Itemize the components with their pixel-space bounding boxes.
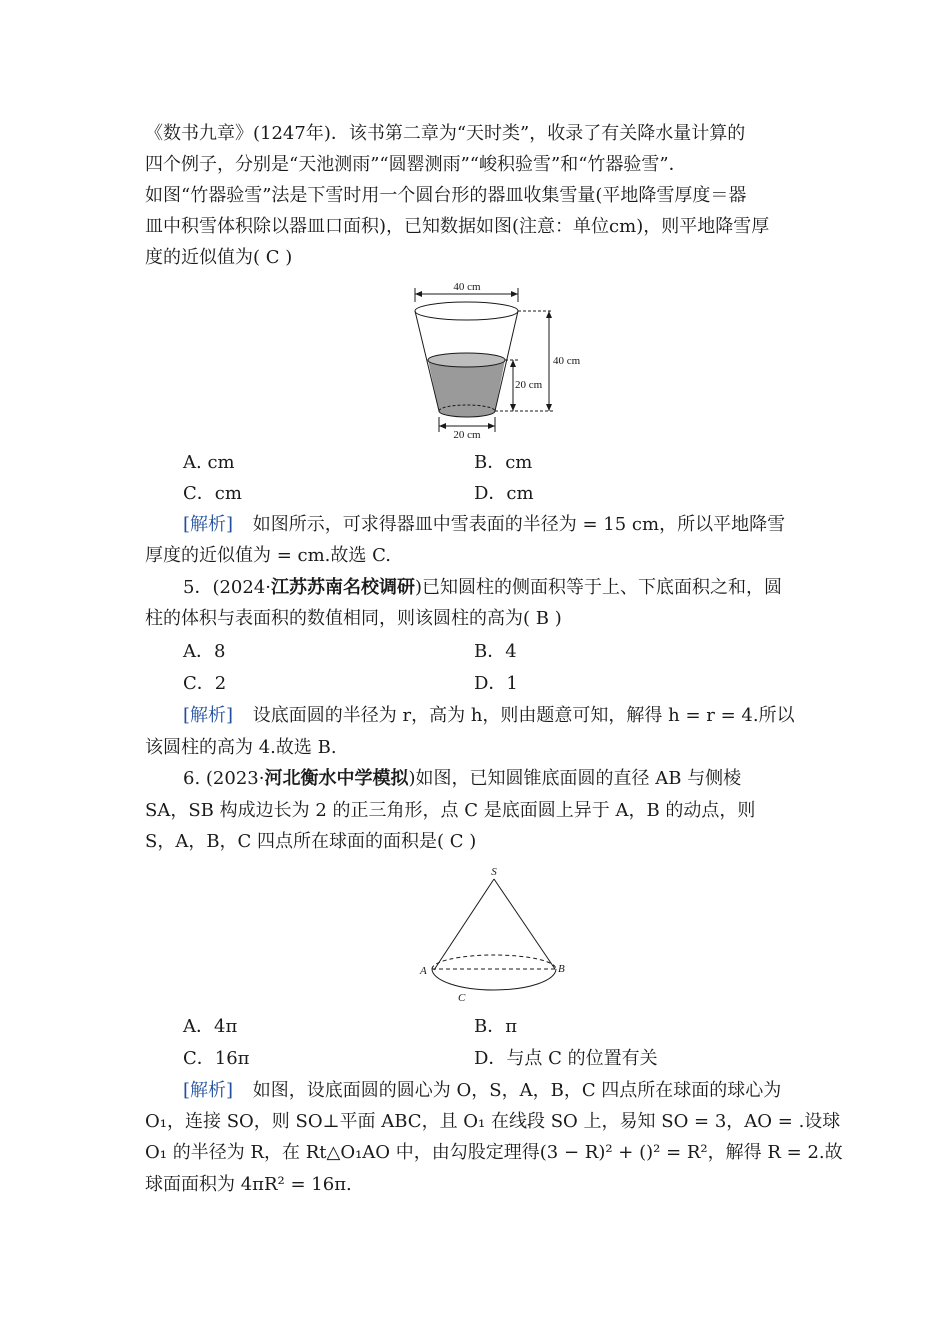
q5-analysis-text-1: 设底面圆的半径为 r，高为 h，则由题意可知，解得 h = r = 4.所以	[252, 705, 795, 726]
q6-analysis-text-1: 如图，设底面圆的圆心为 O，S，A，B，C 四点所在球面的球心为	[252, 1080, 782, 1101]
cone-figure	[412, 862, 582, 1010]
q4-option-c[interactable]: C．cm	[183, 483, 242, 504]
q4-stem-line-1: 《数书九章》(1247年)．该书第二章为“天时类”，收录了有关降水量计算的	[145, 123, 746, 144]
q6-stem-line-1	[183, 766, 848, 792]
q6-analysis-line-2: O₁，连接 SO，则 SO⊥平面 ABC，且 O₁ 在线段 SO 上，易知 SO = 3，AO = .设球	[145, 1111, 841, 1132]
q4-analysis-line-2: 厚度的近似值为 = cm.故选 C.	[145, 545, 391, 566]
q6-stem-line-3: S，A，B，C 四点所在球面的面积是( C )	[145, 831, 477, 852]
analysis-label: [解析]	[183, 705, 234, 726]
q4-stem-line-5: 度的近似值为( C )	[145, 247, 293, 268]
q5-source: 江苏苏南名校调研	[271, 577, 416, 598]
q4-option-d[interactable]: D．cm	[474, 483, 534, 504]
q5-option-c[interactable]: C．2	[183, 673, 227, 694]
analysis-label: [解析]	[183, 514, 234, 535]
frustum-figure	[405, 280, 595, 440]
point-s-label: S	[491, 866, 497, 878]
q5-stem-line-1	[183, 575, 848, 601]
q6-option-d[interactable]: D．与点 C 的位置有关	[474, 1048, 658, 1069]
q6-option-c[interactable]: C．16π	[183, 1048, 250, 1069]
q5-stem-text-1: )已知圆柱的侧面积等于上、下底面积之和，圆	[415, 577, 783, 598]
point-a-label: A	[420, 965, 427, 977]
q6-option-a[interactable]: A．4π	[183, 1016, 238, 1037]
point-c-label: C	[458, 992, 466, 1004]
q6-stem-text-1: )如图，已知圆锥底面圆的直径 AB 与侧棱	[408, 768, 742, 789]
height-label: 40 cm	[553, 355, 581, 367]
q4-option-b[interactable]: B．cm	[474, 452, 533, 473]
q6-analysis-line-3: O₁ 的半径为 R，在 Rt△O₁AO 中，由勾股定理得(3 − R)² + ()² = R²，解得 R = 2.故	[145, 1142, 843, 1163]
q6-analysis-line-4: 球面面积为 4πR² = 16π.	[145, 1174, 352, 1195]
q5-analysis-line-2: 该圆柱的高为 4.故选 B.	[145, 737, 337, 758]
q4-stem-line-4: 皿中积雪体积除以器皿口面积)，已知数据如图(注意：单位cm)，则平地降雪厚	[145, 216, 770, 237]
top-width-label: 40 cm	[453, 281, 481, 293]
q5-option-a[interactable]: A．8	[183, 641, 226, 662]
point-b-label: B	[558, 963, 565, 975]
analysis-label: [解析]	[183, 1080, 234, 1101]
q6-option-b[interactable]: B．π	[474, 1016, 518, 1037]
q5-number: 5．(2024·	[183, 577, 272, 598]
q5-option-b[interactable]: B．4	[474, 641, 517, 662]
q5-analysis-line-1	[183, 703, 848, 729]
q6-source: 河北衡水中学模拟	[264, 768, 409, 789]
q5-stem-line-2: 柱的体积与表面积的数值相同，则该圆柱的高为( B )	[145, 608, 562, 629]
q6-analysis-line-1	[183, 1078, 848, 1104]
q6-number: 6. (2023·	[183, 768, 265, 789]
q5-option-d[interactable]: D．1	[474, 673, 518, 694]
q4-analysis-text-1: 如图所示，可求得器皿中雪表面的半径为 = 15 cm，所以平地降雪	[252, 514, 786, 535]
bottom-width-label: 20 cm	[453, 429, 481, 440]
q4-stem-line-2: 四个例子，分别是“天池测雨”“圆罂测雨”“峻积验雪”和“竹器验雪”．	[145, 154, 687, 175]
q6-stem-line-2: SA，SB 构成边长为 2 的正三角形，点 C 是底面圆上异于 A，B 的动点，则	[145, 800, 756, 821]
q4-option-a[interactable]: A. cm	[183, 452, 235, 473]
q4-analysis-line-1	[183, 512, 848, 538]
snow-depth-label: 20 cm	[515, 379, 543, 391]
q4-stem-line-3: 如图“竹器验雪”法是下雪时用一个圆台形的器皿收集雪量(平地降雪厚度＝器	[145, 185, 747, 206]
